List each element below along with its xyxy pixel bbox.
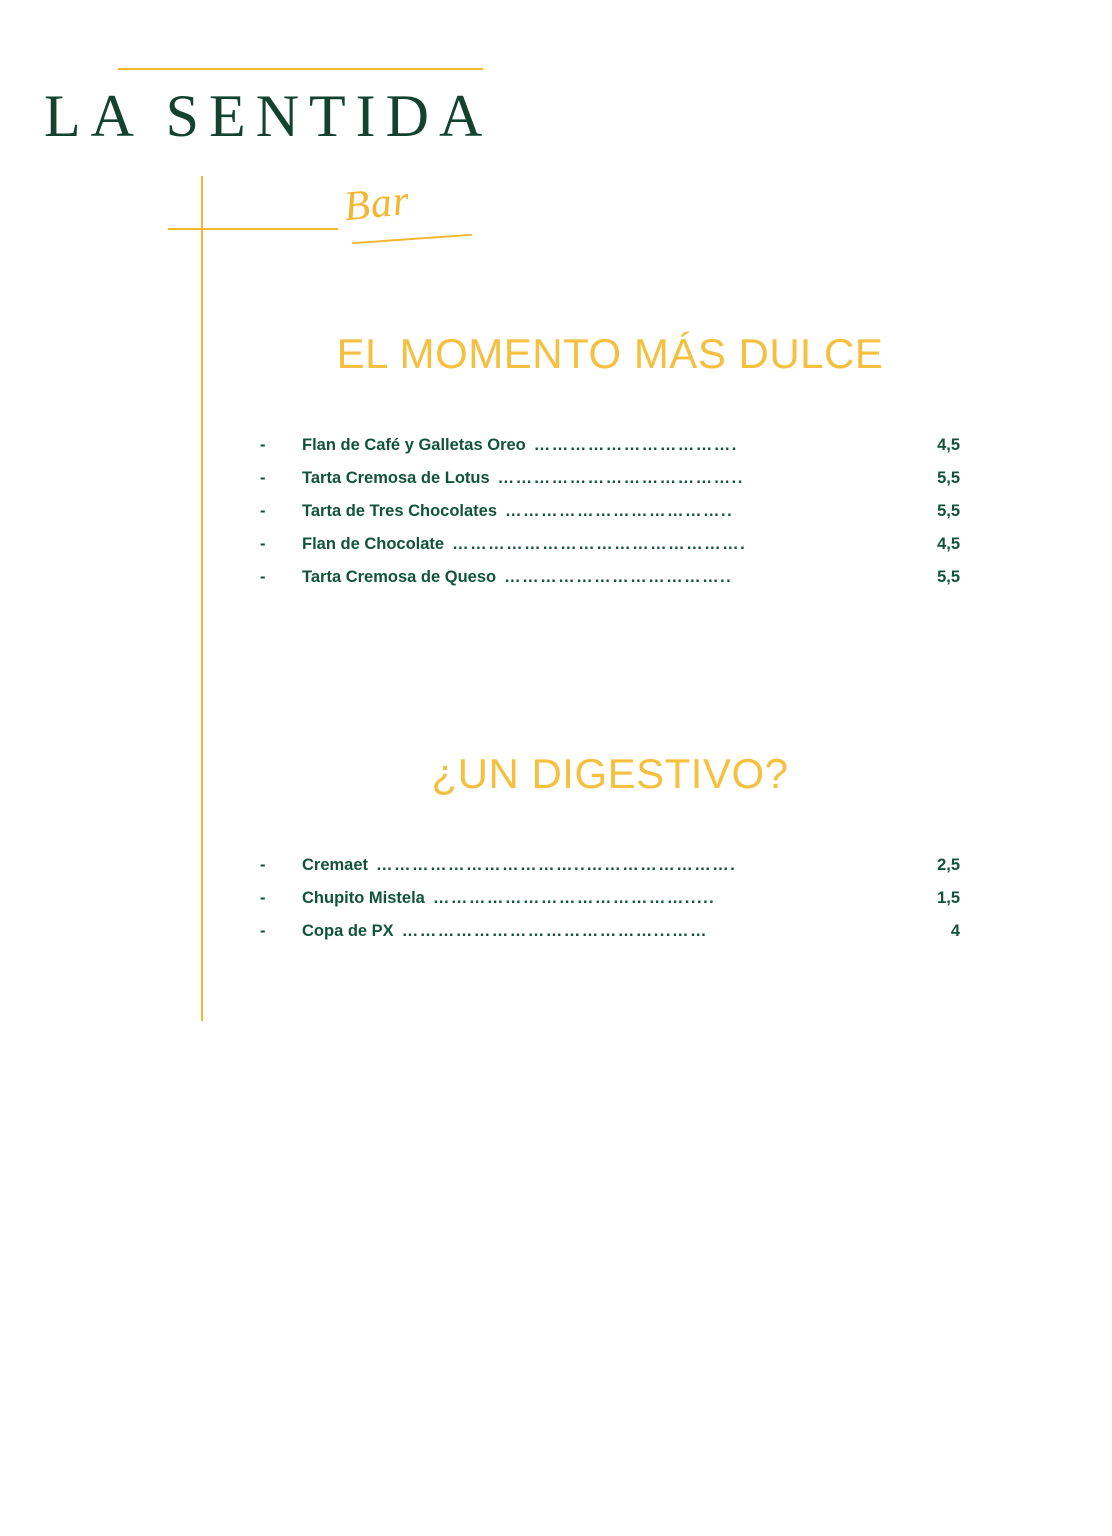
item-name: Tarta Cremosa de Lotus bbox=[302, 469, 490, 487]
list-item bbox=[260, 568, 960, 587]
brand-name: LA SENTIDA bbox=[44, 83, 493, 149]
item-dash: - bbox=[260, 469, 266, 487]
item-name: Copa de PX bbox=[302, 922, 394, 940]
item-dash: - bbox=[260, 436, 266, 454]
menu-list-digestifs bbox=[260, 856, 960, 941]
item-leader-dots: ……………………………………...…… bbox=[401, 922, 708, 940]
item-leader-dots: ……………………………. bbox=[533, 436, 738, 454]
item-price: 5,5 bbox=[937, 502, 960, 520]
list-item bbox=[260, 436, 960, 455]
item-price: 5,5 bbox=[937, 568, 960, 586]
item-dash: - bbox=[260, 889, 266, 907]
item-dash: - bbox=[260, 568, 266, 586]
item-dash: - bbox=[260, 535, 266, 553]
item-price: 2,5 bbox=[937, 856, 960, 874]
item-dash: - bbox=[260, 502, 266, 520]
list-item bbox=[260, 469, 960, 488]
section-desserts bbox=[260, 330, 960, 601]
item-price: 1,5 bbox=[937, 889, 960, 907]
list-item bbox=[260, 922, 960, 941]
item-leader-dots: …………………………………………. bbox=[452, 535, 747, 553]
section-title-desserts: EL MOMENTO MÁS DULCE bbox=[336, 330, 884, 377]
item-name: Flan de Café y Galletas Oreo bbox=[302, 436, 526, 454]
item-name: Tarta de Tres Chocolates bbox=[302, 502, 498, 520]
logo-script-underline bbox=[352, 234, 472, 244]
logo-bottom-rule bbox=[168, 228, 338, 230]
item-leader-dots: ……………………………….. bbox=[504, 568, 733, 586]
item-price: 5,5 bbox=[937, 469, 960, 487]
section-title-digestifs: ¿UN DIGESTIVO? bbox=[431, 750, 789, 797]
brand-script: Bar bbox=[341, 177, 413, 231]
item-name: Flan de Chocolate bbox=[302, 535, 445, 553]
list-item bbox=[260, 856, 960, 875]
item-leader-dots: ……………………………………..... bbox=[432, 889, 716, 907]
menu-list-desserts bbox=[260, 436, 960, 587]
vertical-accent-rule bbox=[201, 176, 203, 1021]
item-price: 4,5 bbox=[937, 535, 960, 553]
item-price: 4 bbox=[950, 922, 960, 940]
item-name: Tarta Cremosa de Queso bbox=[302, 568, 497, 586]
item-price: 4,5 bbox=[937, 436, 960, 454]
list-item bbox=[260, 889, 960, 908]
list-item bbox=[260, 535, 960, 554]
item-name: Chupito Mistela bbox=[302, 889, 425, 907]
item-dash: - bbox=[260, 856, 266, 874]
item-leader-dots: ………………………………….. bbox=[497, 469, 744, 487]
logo-top-rule bbox=[118, 68, 483, 70]
brand-logo bbox=[44, 52, 514, 231]
list-item bbox=[260, 502, 960, 521]
item-leader-dots: ……………………………….. bbox=[505, 502, 734, 520]
item-leader-dots: ……………………………..……………………. bbox=[376, 856, 737, 874]
item-name: Cremaet bbox=[302, 856, 369, 874]
item-dash: - bbox=[260, 922, 266, 940]
section-digestifs bbox=[260, 750, 960, 955]
